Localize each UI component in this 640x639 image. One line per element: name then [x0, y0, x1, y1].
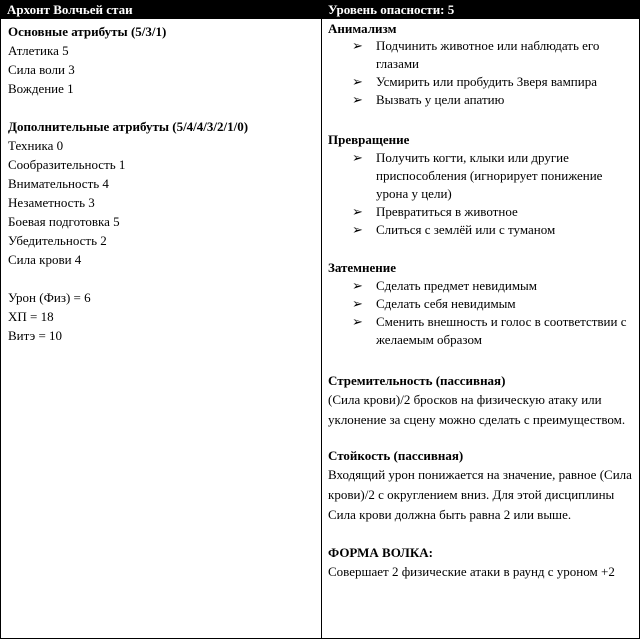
creature-title: Архонт Волчьей стаи — [1, 1, 321, 19]
list-item: ➢ Сменить внешность и голос в соответствии с желаемым образом — [352, 314, 627, 347]
list-item: ➢ Слиться с землёй или с туманом — [352, 222, 556, 237]
list-item: ➢ Получить когти, клыки или другие приспособления (игнорирует понижение урона у цели) — [352, 150, 603, 201]
extra-attribute: Сила крови 4 — [8, 252, 82, 267]
basic-attribute: Вождение 1 — [8, 81, 74, 96]
list-item: ➢ Превратиться в животное — [352, 204, 518, 219]
extra-attribute: Боевая подготовка 5 — [8, 214, 120, 229]
transform-title: Превращение — [328, 132, 410, 147]
extra-attribute: Убедительность 2 — [8, 233, 107, 248]
stat-vitae: Витэ = 10 — [8, 328, 63, 343]
obfuscate-title: Затемнение — [328, 260, 397, 275]
obfuscate-list — [328, 277, 636, 349]
wolf-form-text: Совершает 2 физические атаки в раунд с уроном +2 — [328, 564, 615, 579]
transform-list — [328, 149, 636, 239]
fortitude-text: Входящий урон понижается на значение, равное (Сила крови)/2 с округлением вниз. Для этой дисциплины Сила крови должна быть равна 2 или выше. — [328, 467, 632, 522]
arrow-bullet-icon: ➢ — [352, 92, 363, 107]
attributes-column — [8, 22, 316, 345]
extra-attribute: Внимательность 4 — [8, 176, 109, 191]
arrow-bullet-icon: ➢ — [352, 314, 363, 329]
column-divider — [321, 1, 322, 638]
wolf-form-title: ФОРМА ВОЛКА: — [328, 545, 434, 560]
extra-attributes-title: Дополнительные атрибуты (5/4/4/3/2/1/0) — [8, 119, 249, 134]
extra-attribute: Незаметность 3 — [8, 195, 95, 210]
list-item: ➢ Вызвать у цели апатию — [352, 92, 505, 107]
stat-damage: Урон (Физ) = 6 — [8, 290, 91, 305]
basic-attributes-title: Основные атрибуты (5/3/1) — [8, 24, 167, 39]
arrow-bullet-icon: ➢ — [352, 150, 363, 165]
arrow-bullet-icon: ➢ — [352, 38, 363, 53]
animalism-list — [328, 37, 636, 109]
celerity-text: (Сила крови)/2 бросков на физическую атаку или уклонение за сцену можно сделать с преимуществом. — [328, 392, 626, 427]
arrow-bullet-icon: ➢ — [352, 278, 363, 293]
fortitude-title: Стойкость (пассивная) — [328, 448, 464, 463]
arrow-bullet-icon: ➢ — [352, 296, 363, 311]
arrow-bullet-icon: ➢ — [352, 222, 363, 237]
extra-attribute: Сообразительность 1 — [8, 157, 126, 172]
basic-attribute: Сила воли 3 — [8, 62, 75, 77]
arrow-bullet-icon: ➢ — [352, 74, 363, 89]
arrow-bullet-icon: ➢ — [352, 204, 363, 219]
basic-attribute: Атлетика 5 — [8, 43, 69, 58]
animalism-title: Анимализм — [328, 21, 397, 36]
disciplines-column — [328, 21, 636, 582]
danger-level: Уровень опасности: 5 — [322, 1, 639, 19]
celerity-title: Стремительность (пассивная) — [328, 373, 506, 388]
stat-hp: ХП = 18 — [8, 309, 54, 324]
list-item: ➢ Сделать предмет невидимым — [352, 278, 538, 293]
list-item: ➢ Сделать себя невидимым — [352, 296, 516, 311]
extra-attribute: Техника 0 — [8, 138, 64, 153]
list-item: ➢ Подчинить животное или наблюдать его глазами — [352, 38, 600, 71]
list-item: ➢ Усмирить или пробудить Зверя вампира — [352, 74, 597, 89]
